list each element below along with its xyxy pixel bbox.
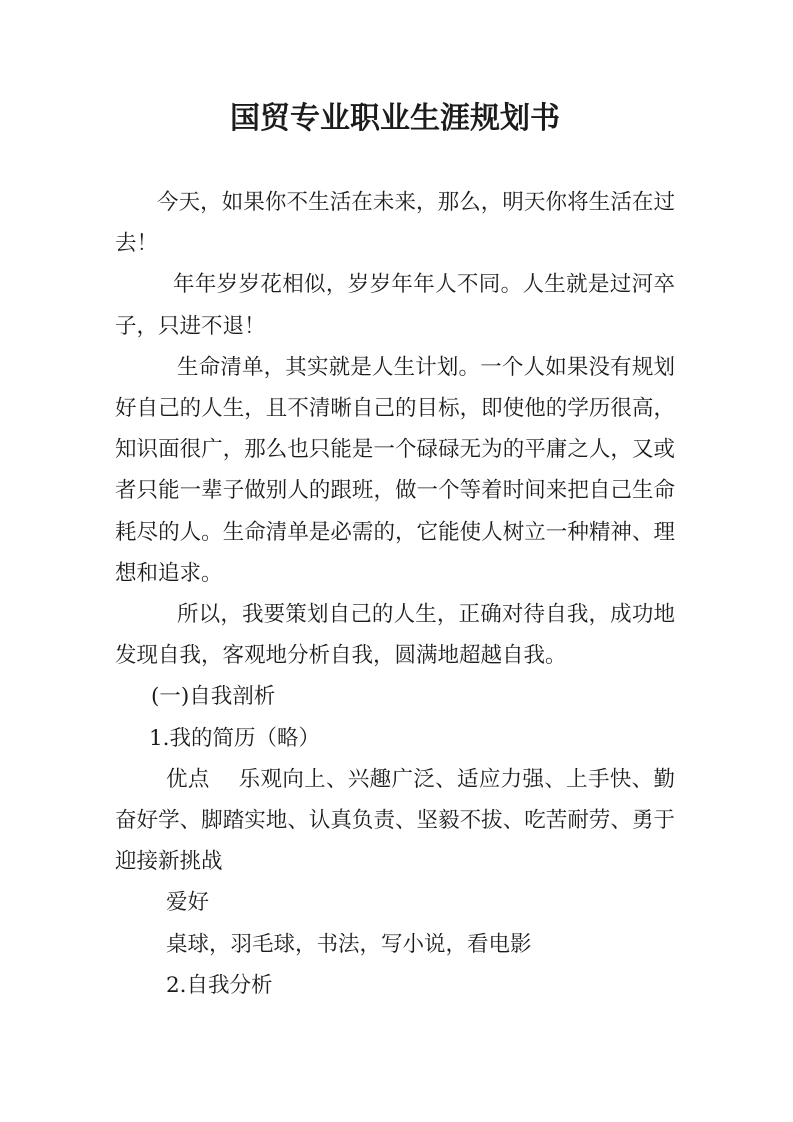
heading-my-resume: 1.我的简历（略）: [149, 725, 321, 751]
heading-self-dissection: (一)自我剖析: [151, 684, 276, 710]
para-hobbies-list: 桌球，羽毛球，书法，写小说，看电影: [166, 931, 532, 957]
para-plan-my-life: 所以，我要策划自己的人生，正确对待自我，成功地发现自我，客观地分析自我，圆满地超越自我。: [115, 602, 675, 669]
para-motto-river-pawn: 年年岁岁花相似，岁岁年年人不同。人生就是过河卒子，只进不退！: [115, 272, 675, 339]
para-strengths: 优点 乐观向上、兴趣广泛、适应力强、上手快、勤奋好学、脚踏实地、认真负责、坚毅不拔、吃苦耐劳、勇于迎接新挑战: [115, 766, 675, 875]
para-motto-live-in-future: 今天，如果你不生活在未来，那么，明天你将生活在过去！: [115, 190, 675, 257]
heading-self-analysis: 2.自我分析: [166, 972, 273, 998]
document-title: 国贸专业职业生涯规划书: [230, 101, 560, 136]
para-hobbies-label: 爱好: [166, 890, 210, 916]
document-body: [115, 182, 675, 1006]
para-life-list: 生命清单，其实就是人生计划。一个人如果没有规划好自己的人生，且不清晰自己的目标，即使他的学历很高，知识面很广，那么也只能是一个碌碌无为的平庸之人，又或者只能一辈子做别人的跟班，做一个等着时间来把自己生命耗尽的人。生命清单是必需的，它能使人树立一种精神、理想和追求。: [115, 354, 675, 586]
